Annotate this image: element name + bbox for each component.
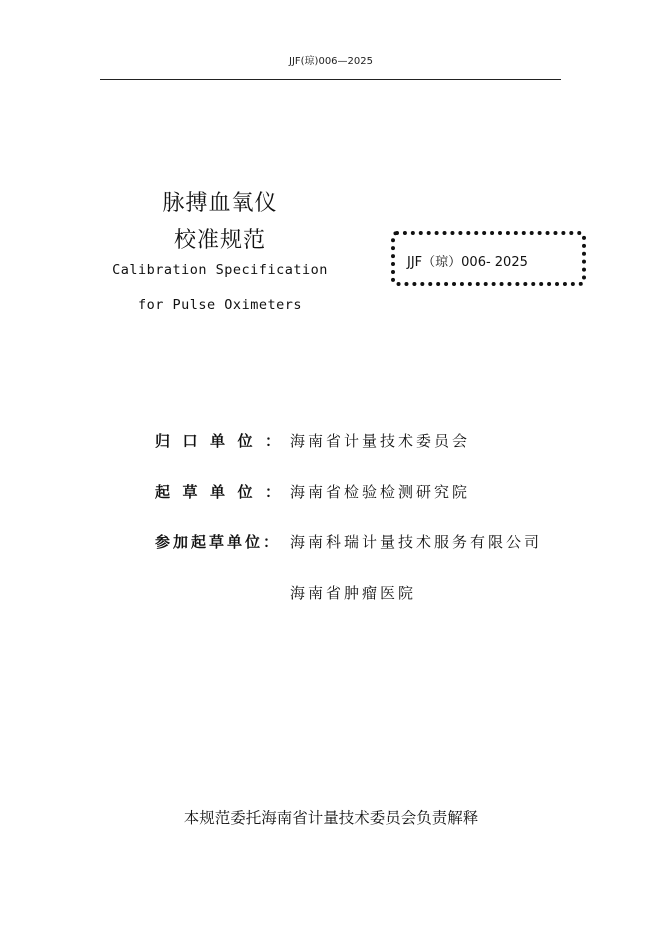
header-standard-code: JJF(琼)006—2025 [289, 56, 373, 67]
org-label-centralized-unit [155, 430, 293, 451]
org-value-participating-unit-2: 海南省肿瘤医院 [290, 584, 417, 602]
title-chinese-line-2: 校准规范 [173, 228, 266, 253]
org-value-drafting-unit: 海南省检验检测研究院 [290, 483, 471, 501]
title-english-line-1: Calibration Specification [112, 262, 328, 278]
standard-code-text: JJF（琼）006- 2025 [407, 255, 528, 270]
title-chinese-line-1: 脉搏血氧仪 [162, 191, 278, 216]
org-value-centralized-unit: 海南省计量技术委员会 [290, 432, 471, 450]
org-label-text: 归口单位： [155, 432, 293, 450]
standard-code-box [391, 231, 586, 286]
header-divider [100, 79, 561, 80]
title-english-line-2: for Pulse Oximeters [138, 297, 302, 313]
org-label-text: 起草单位： [155, 483, 293, 501]
org-label-drafting-unit [155, 481, 293, 502]
org-label-text: 参加起草单位： [155, 533, 282, 551]
org-value-participating-unit-1: 海南科瑞计量技术服务有限公司 [290, 533, 543, 551]
org-label-participating-units [155, 531, 285, 552]
footer-interpretation-note: 本规范委托海南省计量技术委员会负责解释 [183, 809, 479, 827]
